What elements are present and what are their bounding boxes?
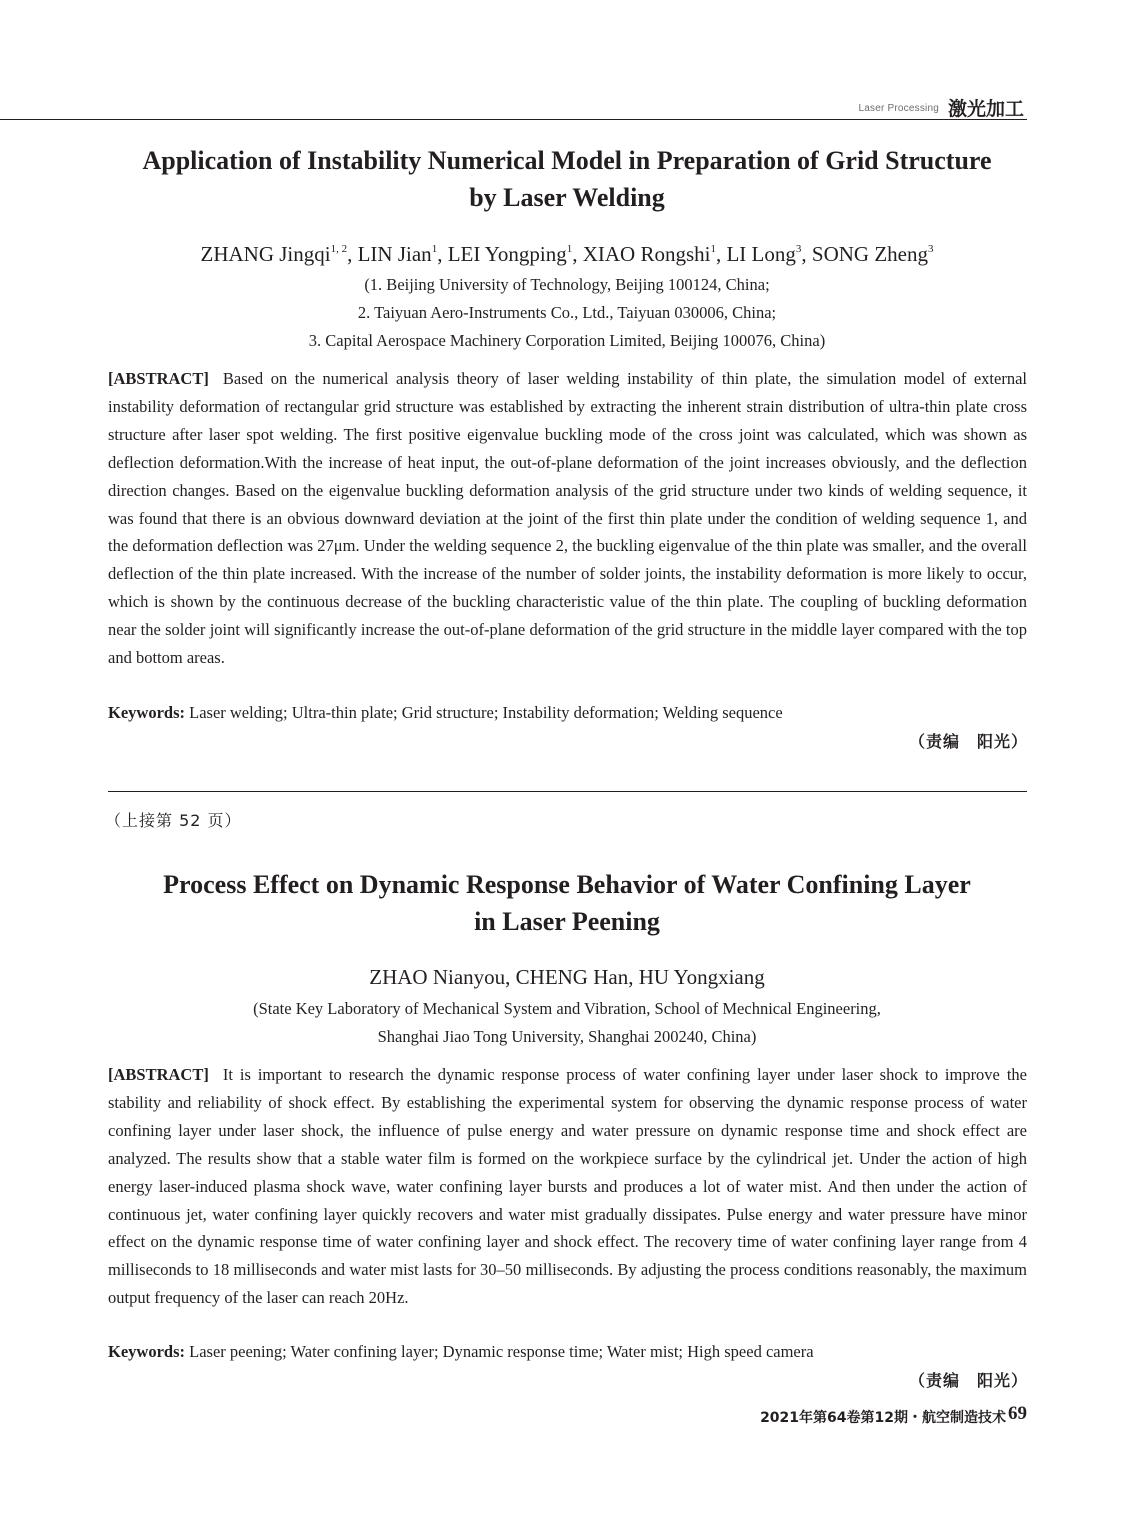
article2-title-line2: in Laser Peening (474, 907, 660, 936)
author-affil-sup: 1, 2 (330, 243, 348, 255)
article2-keywords (108, 1338, 1027, 1366)
affiliation-line: (State Key Laboratory of Mechanical System and Vibration, School of Mechnical Engineering, (253, 999, 881, 1018)
affiliation-line: 2. Taiyuan Aero-Instruments Co., Ltd., Taiyuan 030006, China; (357, 303, 777, 322)
abstract-label: [ABSTRACT] (108, 369, 209, 388)
author-name: ZHANG Jingqi (200, 242, 331, 266)
author-separator: , (437, 242, 448, 266)
keywords-text: Laser peening; Water confining layer; Dynamic response time; Water mist; High speed camera (185, 1342, 814, 1361)
header-rule (0, 119, 1027, 120)
page-number: 69 (1008, 1403, 1027, 1424)
article2-authors: ZHAO Nianyou, CHENG Han, HU Yongxiang (369, 965, 765, 989)
article2-affiliations (100, 995, 1034, 1051)
abstract-text: It is important to research the dynamic response process of water confining layer under laser shock to improve the stability and reliability of shock effect. By establishing the experimental system for observing the dynamic response process of water confining layer under laser shock, the influence of pulse energy and water pressure on dynamic response time and shock effect are analyzed. The results show that a stable water film is formed on the workpiece surface by the cylindrical jet. Under the action of high energy laser-induced plasma shock wave, water confining layer bursts and produces a lot of water mist. And then under the action of continuous jet, water confining layer quickly recovers and water mist gradually dissipates. Pulse energy and water pressure have minor effect on the dynamic response time of water confining layer and shock effect. The recovery time of water confining layer range from 4 milliseconds to 18 milliseconds and water mist lasts for 30–50 milliseconds. By adjusting the process conditions reasonably, the maximum output frequency of the laser can reach 20Hz. (108, 1065, 1027, 1308)
article2-title (100, 866, 1034, 940)
keywords-label: Keywords: (108, 703, 185, 722)
keywords-text: Laser welding; Ultra-thin plate; Grid structure; Instability deformation; Welding sequence (185, 703, 783, 722)
author-affil-sup: 1 (431, 243, 438, 255)
running-header-en: Laser Processing (858, 103, 939, 114)
author-name: SONG Zheng (811, 242, 928, 266)
affiliation-line: 3. Capital Aerospace Machinery Corporation Limited, Beijing 100076, China) (308, 331, 826, 350)
article1-keywords (108, 699, 1027, 727)
keywords-label: Keywords: (108, 1342, 185, 1361)
author-name: LEI Yongping (447, 242, 567, 266)
author-name: LIN Jian (357, 242, 432, 266)
author-separator: , (572, 242, 583, 266)
article-divider (108, 791, 1027, 792)
author-separator: , (801, 242, 812, 266)
article1-title-line1: Application of Instability Numerical Model in Preparation of Grid Structure (142, 146, 992, 175)
author-affil-sup: 1 (566, 243, 573, 255)
author-separator: , (347, 242, 358, 266)
article2-abstract (108, 1061, 1027, 1312)
author-name: XIAO Rongshi (582, 242, 711, 266)
abstract-text: Based on the numerical analysis theory of laser welding instability of thin plate, the simulation model of external instability deformation of rectangular grid structure was established by extracting the inherent strain distribution of ultra-thin plate cross structure after laser spot welding. The first positive eigenvalue buckling mode of the cross joint was calculated, which was shown as deflection deformation.With the increase of heat input, the out-of-plane deformation of the joint increases obviously, and the deflection direction changes. Based on the eigenvalue buckling deformation analysis of the grid structure under two kinds of welding sequence, it was found that there is an obvious downward deviation at the joint of the first thin plate under the condition of welding sequence 1, and the deformation deflection was 27μm. Under the welding sequence 2, the buckling eigenvalue of the thin plate was smaller, and the overall deflection of the thin plate increased. With the increase of the number of solder joints, the instability deformation is more likely to occur, which is shown by the continuous decrease of the buckling characteristic value of the thin plate. The coupling of buckling deformation near the solder joint will significantly increase the out-of-plane deformation of the grid structure in the middle layer compared with the top and bottom areas. (108, 369, 1027, 668)
affiliation-line: (1. Beijing University of Technology, Beijing 100124, China; (364, 275, 770, 294)
article1-affiliations (100, 271, 1034, 355)
article2-title-line1: Process Effect on Dynamic Response Behavior of Water Confining Layer (163, 870, 971, 899)
affiliation-line: Shanghai Jiao Tong University, Shanghai 200240, China) (377, 1027, 757, 1046)
abstract-label: [ABSTRACT] (108, 1065, 209, 1084)
continued-from-note: （上接第 52 页） (105, 811, 242, 830)
article1-abstract (108, 365, 1027, 672)
author-affil-sup: 3 (795, 243, 802, 255)
article1-title (100, 142, 1034, 216)
author-affil-sup: 1 (710, 243, 716, 255)
author-separator: , (715, 242, 727, 266)
author-affil-sup: 3 (927, 243, 934, 255)
article1-editor-note: （责编 阳光） (908, 732, 1028, 751)
author-name: LI Long (726, 242, 796, 266)
journal-footer: 2021年第64卷第12期・航空制造技术 (760, 1410, 1006, 1426)
article1-authors (100, 240, 1034, 268)
article1-title-line2: by Laser Welding (469, 183, 665, 212)
running-header-cn: 激光加工 (947, 98, 1024, 120)
article2-editor-note: （责编 阳光） (908, 1371, 1028, 1390)
